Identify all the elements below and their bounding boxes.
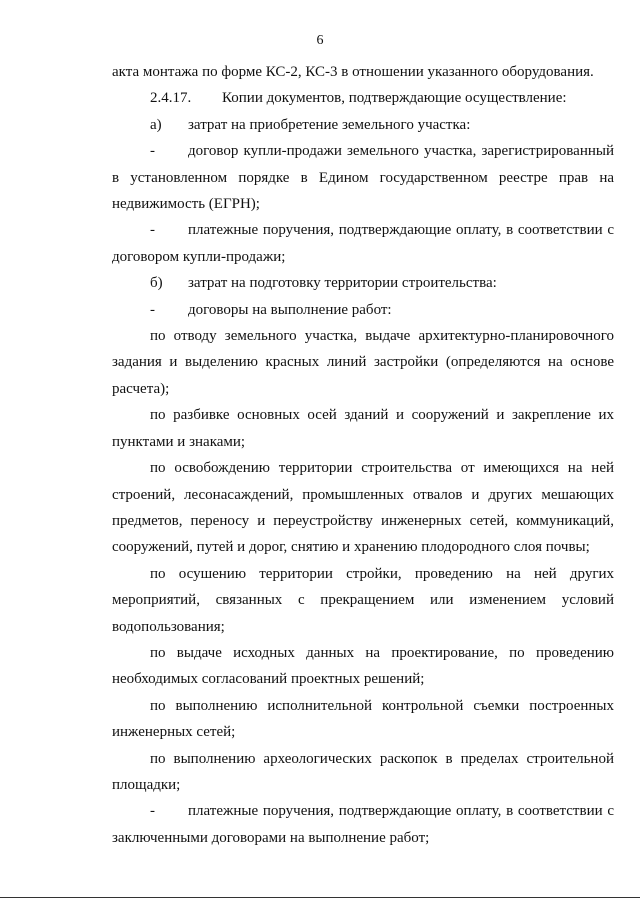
list-marker: -: [150, 222, 155, 239]
paragraph-4: [112, 138, 614, 217]
page-number: 6: [316, 33, 324, 48]
paragraph-text: договоры на выполнение работ:: [188, 301, 392, 318]
paragraph-12: по выдаче исходных данных на проектирование, по проведению необходимых согласований проектных решений;: [112, 644, 614, 688]
paragraph-3: [112, 112, 614, 138]
paragraph-text: затрат на подготовку территории строительства:: [188, 275, 497, 292]
paragraph-text: платежные поручения, подтверждающие оплату, в соответствии с заключенными договорами на выполнение работ;: [112, 803, 614, 846]
paragraph-6: [112, 270, 614, 296]
paragraph-text: платежные поручения, подтверждающие оплату, в соответствии с договором купли-продажи;: [112, 222, 614, 265]
list-marker: а): [150, 116, 162, 133]
list-marker: -: [150, 301, 155, 318]
list-marker: -: [150, 803, 155, 820]
paragraph-14: по выполнению археологических раскопок в пределах строительной площадки;: [112, 750, 614, 793]
clause-number: 2.4.17.: [150, 90, 192, 107]
paragraph-text: договор купли-продажи земельного участка, зарегистрированный в установленном порядке в Едином государственном реестре прав на недвижимость (ЕГРН);: [112, 143, 614, 213]
paragraph-8: по отводу земельного участка, выдаче архитектурно-планировочного задания и выделению красных линий застройки (определяются на основе расчета);: [112, 328, 614, 397]
list-marker: -: [150, 143, 155, 160]
paragraph-7: [112, 297, 614, 323]
paragraph-9: по разбивке основных осей зданий и сооружений и закрепление их пунктами и знаками;: [112, 407, 614, 450]
bottom-edge-line: [0, 897, 640, 898]
paragraph-2: [112, 85, 614, 111]
paragraph-11: по осушению территории стройки, проведению на ней других мероприятий, связанных с прекращением или изменением условий водопользования;: [112, 565, 614, 635]
list-marker: б): [150, 275, 163, 292]
paragraph-text: Копии документов, подтверждающие осуществление:: [222, 90, 567, 107]
paragraph-10: по освобождению территории строительства от имеющихся на ней строений, лесонасаждений, промышленных отвалов и других мешающих предметов, переносу и переустройству инженерных сетей, коммуникаций, сооружений, путей и дорог, снятию и хранению плодородного слоя почвы;: [112, 460, 614, 556]
paragraph-1: акта монтажа по форме КС-2, КС-3 в отношении указанного оборудования.: [112, 64, 594, 80]
document-body: [112, 59, 614, 851]
paragraph-5: [112, 217, 614, 270]
paragraph-15: [112, 798, 614, 851]
paragraph-text: затрат на приобретение земельного участка:: [188, 116, 471, 133]
paragraph-13: по выполнению исполнительной контрольной съемки построенных инженерных сетей;: [112, 697, 614, 741]
